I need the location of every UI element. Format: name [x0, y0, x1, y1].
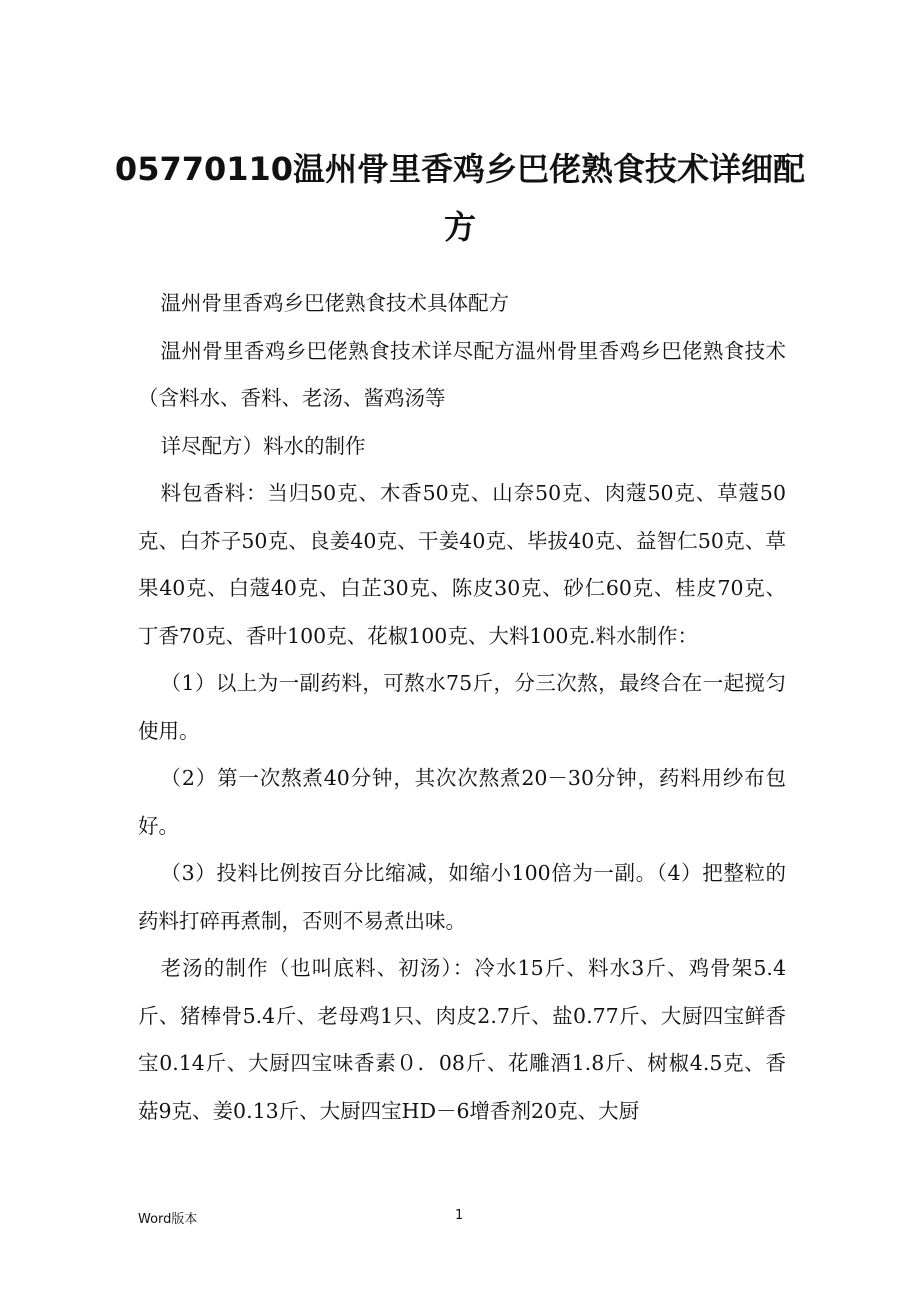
document-title: 05770110温州骨里香鸡乡巴佬熟食技术详细配方 — [114, 150, 806, 246]
paragraph-6: （2）第一次熬煮40分钟，其次次熬煮20－30分钟，药料用纱布包好。 — [138, 766, 786, 838]
footer-label: Word版本 — [138, 1212, 198, 1227]
paragraph-5: （1）以上为一副药料，可熬水75斤，分三次熬，最终合在一起搅匀使用。 — [138, 671, 786, 743]
document-body — [138, 280, 786, 1135]
paragraph-4: 料包香料：当归50克、木香50克、山奈50克、肉蔻50克、草蔻50克、白芥子50克、良姜40克、干姜40克、毕拔40克、益智仁50克、草果40克、白蔻40克、白芷30克、陈皮30克、砂仁60克、桂皮70克、丁香70克、香叶100克、花椒100克、大料100克.料水制作： — [138, 481, 786, 648]
page-number: 1 — [455, 1208, 464, 1223]
paragraph-1: 温州骨里香鸡乡巴佬熟食技术具体配方 — [160, 291, 510, 315]
paragraph-8: 老汤的制作（也叫底料、初汤）：冷水15斤、料水3斤、鸡骨架5.4斤、猪棒骨5.4斤、老母鸡1只、肉皮2.7斤、盐0.77斤、大厨四宝鲜香宝0.14斤、大厨四宝味香素０．08斤、花雕酒1.8斤、树椒4.5克、香菇9克、姜0.13斤、大厨四宝HD－6增香剂20克、大厨 — [138, 956, 786, 1123]
paragraph-7: （3）投料比例按百分比缩减，如缩小100倍为一副。（4）把整粒的药料打碎再煮制，否则不易煮出味。 — [138, 861, 786, 933]
paragraph-2: 温州骨里香鸡乡巴佬熟食技术详尽配方温州骨里香鸡乡巴佬熟食技术（含料水、香料、老汤、酱鸡汤等 — [138, 338, 786, 410]
paragraph-3: 详尽配方）料水的制作 — [160, 433, 366, 458]
